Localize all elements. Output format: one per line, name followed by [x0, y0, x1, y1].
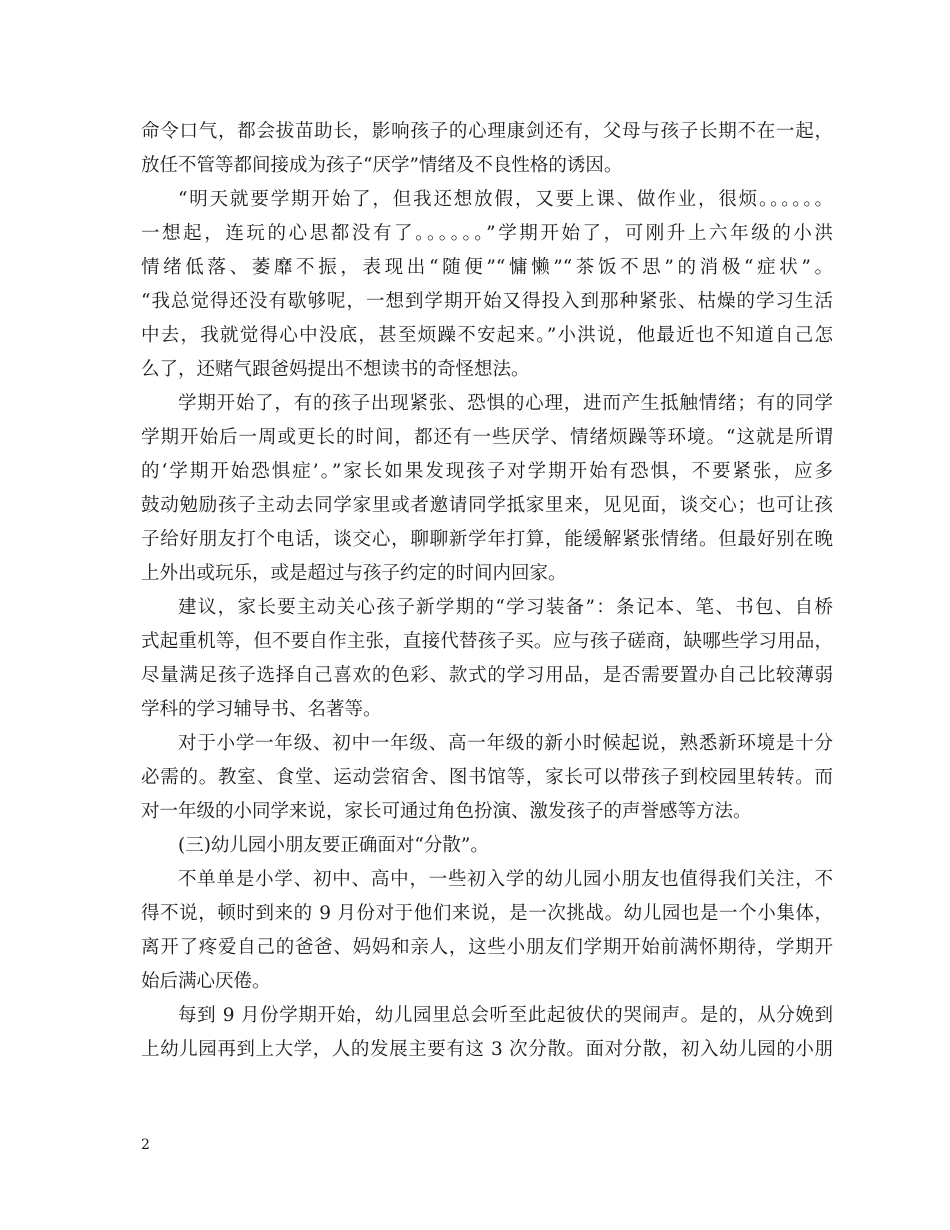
text-line: 离开了疼爱自己的爸爸、妈妈和亲人，这些小朋友们学期开始前满怀期待，学期开	[141, 937, 833, 958]
text-line: 必需的。教室、食堂、运动尝宿舍、图书馆等，家长可以带孩子到校园里转转。而	[141, 767, 833, 788]
page-number: 2	[141, 1137, 150, 1153]
paragraph	[141, 863, 833, 999]
text-line: 始后满心厌倦。	[141, 971, 271, 992]
text-line: 尽量满足孩子选择自己喜欢的色彩、款式的学习用品，是否需要置办自己比较薄弱	[141, 665, 833, 686]
text-line: 鼓动勉励孩子主动去同学家里或者邀请同学抵家里来，见见面，谈交心；也可让孩	[141, 495, 833, 516]
text-line: 子给好朋友打个电话，谈交心，聊聊新学年打算，能缓解紧张情绪。但最好别在晚	[141, 529, 833, 550]
paragraph	[141, 115, 833, 183]
text-line: 中去，我就觉得心中没底，甚至烦躁不安起来。”小洪说，他最近也不知道自己怎	[141, 325, 833, 346]
text-line: 学科的学习辅导书、名著等。	[141, 699, 382, 720]
text-line: 情绪低落、萎靡不振，表现出“随便”“慵懒”“茶饭不思”的消极“症状”。	[141, 257, 833, 278]
text-line: 得不说，顿时到来的 9 月份对于他们来说，是一次挑战。幼儿园也是一个小集体，	[141, 903, 833, 924]
text-line: 学期开始了，有的孩子出现紧张、恐惧的心理，进而产生抵触情绪；有的同学	[178, 393, 833, 414]
text-line: 的‘学期开始恐惧症’。”家长如果发现孩子对学期开始有恐惧，不要紧张，应多	[141, 461, 833, 482]
text-line: 么了，还赌气跟爸妈提出不想读书的奇怪想法。	[141, 359, 530, 380]
text-line: 每到 9 月份学期开始，幼儿园里总会听至此起彼伏的哭闹声。是的，从分娩到	[178, 1005, 833, 1026]
text-line: 建议，家长要主动关心孩子新学期的“学习装备”：条记本、笔、书包、自桥	[178, 597, 833, 618]
text-line: (三)幼儿园小朋友要正确面对“分散”。	[178, 835, 489, 856]
paragraph	[141, 183, 833, 387]
text-line: 对一年级的小同学来说，家长可通过角色扮演、激发孩子的声誉感等方法。	[141, 801, 752, 822]
paragraph	[141, 727, 833, 829]
text-line: 式起重机等，但不要自作主张，直接代替孩子买。应与孩子磋商，缺哪些学习用品，	[141, 631, 833, 652]
text-line: 不单单是小学、初中、高中，一些初入学的幼儿园小朋友也值得我们关注，不	[178, 869, 833, 890]
text-line: 上幼儿园再到上大学，人的发展主要有这 3 次分散。面对分散，初入幼儿园的小朋	[141, 1039, 833, 1060]
paragraph	[141, 591, 833, 727]
text-line: 对于小学一年级、初中一年级、高一年级的新小时候起说，熟悉新环境是十分	[178, 733, 833, 754]
paragraph	[141, 999, 833, 1067]
text-line: “我总觉得还没有歇够呢，一想到学期开始又得投入到那种紧张、枯燥的学习生活	[141, 291, 833, 312]
document-body	[141, 115, 833, 1067]
text-line: 一想起，连玩的心思都没有了。。。。。。”学期开始了，可刚升上六年级的小洪	[141, 223, 833, 244]
text-line: 命令口气，都会拔苗助长，影响孩子的心理康剑还有，父母与孩子长期不在一起，	[141, 121, 833, 142]
paragraph	[141, 829, 833, 863]
text-line: 放任不管等都间接成为孩子“厌学”情绪及不良性格的诱因。	[141, 155, 623, 176]
text-line: 上外出或玩乐，或是超过与孩子约定的时间内回家。	[141, 563, 567, 584]
paragraph	[141, 387, 833, 591]
text-line: 学期开始后一周或更长的时间，都还有一些厌学、情绪烦躁等环境。“这就是所谓	[141, 427, 833, 448]
text-line: “明天就要学期开始了，但我还想放假，又要上课、做作业，很烦。。。。。。	[178, 189, 833, 210]
